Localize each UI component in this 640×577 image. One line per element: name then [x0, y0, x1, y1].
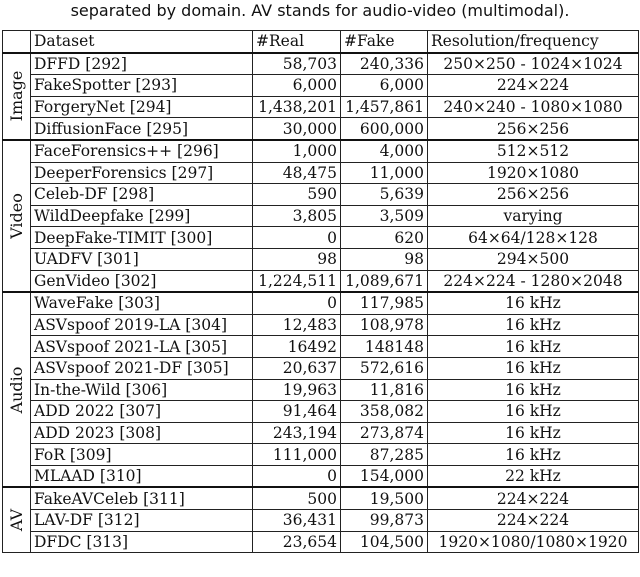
fake-count-cell: 87,285 [341, 444, 428, 466]
dataset-name-cell: ADD 2022 [307] [31, 401, 253, 423]
domain-label-cell [3, 292, 31, 487]
resolution-cell: 250×250 - 1024×1024 [428, 53, 639, 75]
domain-label-cell [3, 487, 31, 552]
table-row [3, 162, 639, 184]
real-count-cell: 243,194 [253, 422, 341, 444]
real-count-cell: 36,431 [253, 510, 341, 532]
fake-count-cell: 273,874 [341, 422, 428, 444]
table-row [3, 292, 639, 314]
dataset-name-cell: ADD 2023 [308] [31, 422, 253, 444]
domain-label: Image [6, 70, 26, 122]
table-body [3, 53, 639, 553]
fake-count-cell: 572,616 [341, 357, 428, 379]
real-count-cell: 23,654 [253, 531, 341, 553]
dataset-name-cell: FakeAVCeleb [311] [31, 487, 253, 509]
fake-count-cell: 117,985 [341, 292, 428, 314]
dataset-name-cell: DiffusionFace [295] [31, 118, 253, 140]
table-row [3, 75, 639, 97]
real-count-cell: 3,805 [253, 205, 341, 227]
real-count-cell: 48,475 [253, 162, 341, 184]
table-row [3, 379, 639, 401]
fake-count-cell: 104,500 [341, 531, 428, 553]
table-row [3, 357, 639, 379]
resolution-cell: 16 kHz [428, 422, 639, 444]
resolution-cell: 256×256 [428, 184, 639, 206]
table-row [3, 270, 639, 292]
resolution-cell: 224×224 [428, 75, 639, 97]
table-row [3, 227, 639, 249]
dataset-name-cell: LAV-DF [312] [31, 510, 253, 532]
real-count-cell: 20,637 [253, 357, 341, 379]
table-caption: separated by domain. AV stands for audio-video (multimodal). [70, 1, 570, 20]
header-dataset: Dataset [31, 31, 253, 53]
resolution-cell: 16 kHz [428, 401, 639, 423]
dataset-name-cell: Celeb-DF [298] [31, 184, 253, 206]
resolution-cell: 240×240 - 1080×1080 [428, 96, 639, 118]
dataset-name-cell: MLAAD [310] [31, 465, 253, 487]
resolution-cell: 1920×1080/1080×1920 [428, 531, 639, 553]
header-fake: #Fake [341, 31, 428, 53]
real-count-cell: 12,483 [253, 314, 341, 336]
fake-count-cell: 6,000 [341, 75, 428, 97]
real-count-cell: 16492 [253, 336, 341, 358]
resolution-cell: 294×500 [428, 248, 639, 270]
real-count-cell: 0 [253, 465, 341, 487]
dataset-name-cell: FaceForensics++ [296] [31, 140, 253, 162]
resolution-cell: 256×256 [428, 118, 639, 140]
fake-count-cell: 19,500 [341, 487, 428, 509]
table-row [3, 53, 639, 75]
dataset-name-cell: WaveFake [303] [31, 292, 253, 314]
resolution-cell: 1920×1080 [428, 162, 639, 184]
resolution-cell: 224×224 [428, 487, 639, 509]
fake-count-cell: 154,000 [341, 465, 428, 487]
real-count-cell: 500 [253, 487, 341, 509]
domain-label: AV [6, 509, 26, 532]
fake-count-cell: 600,000 [341, 118, 428, 140]
resolution-cell: varying [428, 205, 639, 227]
fake-count-cell: 240,336 [341, 53, 428, 75]
header-resolution: Resolution/frequency [428, 31, 639, 53]
resolution-cell: 16 kHz [428, 357, 639, 379]
real-count-cell: 0 [253, 292, 341, 314]
resolution-cell: 16 kHz [428, 292, 639, 314]
real-count-cell: 98 [253, 248, 341, 270]
fake-count-cell: 148148 [341, 336, 428, 358]
dataset-name-cell: DFFD [292] [31, 53, 253, 75]
fake-count-cell: 620 [341, 227, 428, 249]
fake-count-cell: 3,509 [341, 205, 428, 227]
real-count-cell: 111,000 [253, 444, 341, 466]
domain-label: Video [6, 193, 26, 239]
dataset-name-cell: ASVspoof 2021-LA [305] [31, 336, 253, 358]
table-row [3, 314, 639, 336]
fake-count-cell: 11,000 [341, 162, 428, 184]
table-row [3, 465, 639, 487]
header-real: #Real [253, 31, 341, 53]
table-row [3, 510, 639, 532]
dataset-name-cell: In-the-Wild [306] [31, 379, 253, 401]
fake-count-cell: 99,873 [341, 510, 428, 532]
table-row [3, 118, 639, 140]
resolution-cell: 16 kHz [428, 444, 639, 466]
real-count-cell: 30,000 [253, 118, 341, 140]
real-count-cell: 58,703 [253, 53, 341, 75]
dataset-name-cell: FakeSpotter [293] [31, 75, 253, 97]
resolution-cell: 224×224 [428, 510, 639, 532]
table-row [3, 487, 639, 509]
real-count-cell: 590 [253, 184, 341, 206]
real-count-cell: 1,224,511 [253, 270, 341, 292]
table-row [3, 422, 639, 444]
table-row [3, 140, 639, 162]
header-domain [3, 31, 31, 53]
fake-count-cell: 4,000 [341, 140, 428, 162]
table-row [3, 205, 639, 227]
resolution-cell: 22 kHz [428, 465, 639, 487]
dataset-name-cell: DeepFake-TIMIT [300] [31, 227, 253, 249]
fake-count-cell: 1,089,671 [341, 270, 428, 292]
table-row [3, 336, 639, 358]
table-row [3, 531, 639, 553]
domain-label-cell [3, 140, 31, 292]
dataset-name-cell: ForgeryNet [294] [31, 96, 253, 118]
resolution-cell: 64×64/128×128 [428, 227, 639, 249]
resolution-cell: 16 kHz [428, 336, 639, 358]
dataset-name-cell: DeeperForensics [297] [31, 162, 253, 184]
dataset-name-cell: GenVideo [302] [31, 270, 253, 292]
real-count-cell: 0 [253, 227, 341, 249]
table-row [3, 401, 639, 423]
fake-count-cell: 358,082 [341, 401, 428, 423]
dataset-name-cell: WildDeepfake [299] [31, 205, 253, 227]
dataset-name-cell: ASVspoof 2021-DF [305] [31, 357, 253, 379]
fake-count-cell: 5,639 [341, 184, 428, 206]
resolution-cell: 16 kHz [428, 314, 639, 336]
dataset-name-cell: FoR [309] [31, 444, 253, 466]
dataset-name-cell: UADFV [301] [31, 248, 253, 270]
real-count-cell: 1,438,201 [253, 96, 341, 118]
resolution-cell: 16 kHz [428, 379, 639, 401]
resolution-cell: 512×512 [428, 140, 639, 162]
real-count-cell: 6,000 [253, 75, 341, 97]
header-row [3, 31, 639, 53]
dataset-name-cell: DFDC [313] [31, 531, 253, 553]
real-count-cell: 91,464 [253, 401, 341, 423]
domain-label: Audio [6, 366, 26, 414]
fake-count-cell: 108,978 [341, 314, 428, 336]
table-row [3, 184, 639, 206]
datasets-table [2, 30, 639, 553]
table-row [3, 248, 639, 270]
fake-count-cell: 98 [341, 248, 428, 270]
real-count-cell: 19,963 [253, 379, 341, 401]
table-row [3, 96, 639, 118]
fake-count-cell: 1,457,861 [341, 96, 428, 118]
dataset-name-cell: ASVspoof 2019-LA [304] [31, 314, 253, 336]
table-row [3, 444, 639, 466]
resolution-cell: 224×224 - 1280×2048 [428, 270, 639, 292]
fake-count-cell: 11,816 [341, 379, 428, 401]
domain-label-cell [3, 53, 31, 140]
real-count-cell: 1,000 [253, 140, 341, 162]
